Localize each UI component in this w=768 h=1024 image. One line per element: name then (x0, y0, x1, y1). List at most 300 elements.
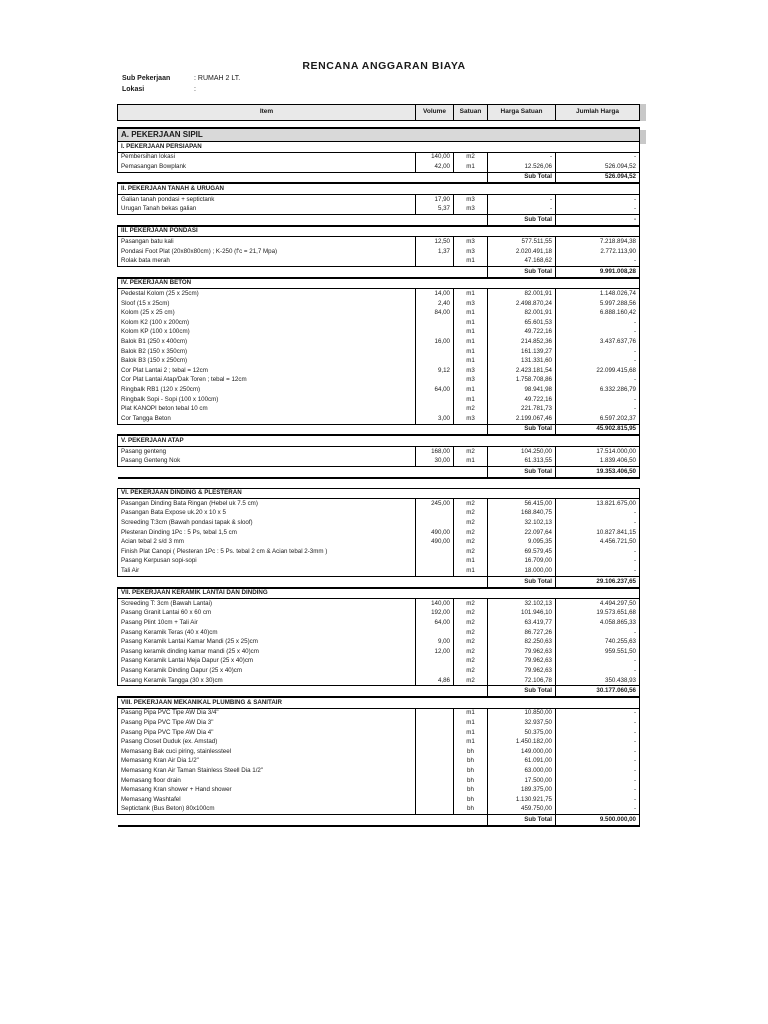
cell-satuan: m3 (454, 237, 488, 247)
table-row (118, 456, 640, 466)
cell-satuan: m3 (454, 194, 488, 204)
cell-harga-satuan: 17.500,00 (488, 776, 556, 786)
meta-label: Sub Pekerjaan (122, 75, 171, 82)
cell-jumlah-harga: 4.494.297,50 (556, 599, 640, 609)
cell-satuan: m2 (454, 666, 488, 676)
cell-jumlah-harga: - (556, 766, 640, 776)
section-title: III. PEKERJAAN PONDASI (118, 226, 640, 237)
table-row (118, 356, 640, 366)
cell-harga-satuan: 168.840,75 (488, 509, 556, 519)
cell-jumlah-harga: 526.094,52 (556, 162, 640, 172)
cell-harga-satuan: 2.199.067,46 (488, 414, 556, 424)
cell-volume: 192,00 (416, 609, 454, 619)
table-row (118, 538, 640, 548)
cell-volume: 4,86 (416, 676, 454, 686)
cell-item: Balok B3 (150 x 250cm) (118, 356, 416, 366)
cell-volume: 3,00 (416, 414, 454, 424)
cell-satuan: bh (454, 757, 488, 767)
cell-jumlah-harga: - (556, 152, 640, 162)
cell-jumlah-harga: 5.997.288,56 (556, 299, 640, 309)
cell-satuan: m3 (454, 414, 488, 424)
cell-jumlah-harga: 350.438,93 (556, 676, 640, 686)
cell-satuan: m1 (454, 737, 488, 747)
cell-harga-satuan: 63.419,77 (488, 618, 556, 628)
cell-harga-satuan: 56.415,00 (488, 499, 556, 509)
cell-jumlah-harga: - (556, 776, 640, 786)
subtotal-label: Sub Total (488, 172, 556, 183)
cell-item: Memasang Washtafel (118, 795, 416, 805)
cell-item: Memasang Bak cuci piring, stainlessteel (118, 747, 416, 757)
cell-jumlah-harga: - (556, 718, 640, 728)
cell-volume (416, 666, 454, 676)
cell-harga-satuan: 9.095,35 (488, 538, 556, 548)
subtotal-value: 9.991.008,28 (556, 267, 640, 278)
cell-volume: 12,50 (416, 237, 454, 247)
cell-harga-satuan: 63.000,00 (488, 766, 556, 776)
cell-jumlah-harga: - (556, 566, 640, 576)
cell-item: Plesteran Dinding 1Pc : 5 Ps, tebal 1,5 cm (118, 528, 416, 538)
cell-satuan: m2 (454, 404, 488, 414)
cell-satuan: m1 (454, 162, 488, 172)
table-row (118, 547, 640, 557)
cell-item: Pasang Keramik Lantai Meja Dapur (25 x 40)cm (118, 657, 416, 667)
subtotal-label: Sub Total (488, 815, 556, 826)
cell-volume (416, 805, 454, 815)
cell-jumlah-harga: - (556, 194, 640, 204)
cell-item: Rolak bata merah (118, 257, 416, 267)
sheet-edge-shade (640, 104, 646, 121)
cell-jumlah-harga: 3.437.637,76 (556, 337, 640, 347)
division-title: A. PEKERJAAN SIPIL (118, 128, 640, 142)
cell-jumlah-harga: - (556, 785, 640, 795)
cell-satuan: m1 (454, 257, 488, 267)
cell-item: Ringbalk RB1 (120 x 250cm) (118, 385, 416, 395)
subtotal-value: 30.177.060,56 (556, 686, 640, 697)
cell-harga-satuan: 1.758.708,86 (488, 376, 556, 386)
cell-harga-satuan: 149.000,00 (488, 747, 556, 757)
subtotal-row (118, 172, 640, 183)
cell-item: Balok B1 (250 x 400cm) (118, 337, 416, 347)
cell-harga-satuan: 22.097,64 (488, 528, 556, 538)
table-row (118, 499, 640, 509)
cell-item: Pasang keramik dinding kamar mandi (25 x 40)cm (118, 647, 416, 657)
cell-item: Memasang floor drain (118, 776, 416, 786)
cell-harga-satuan: 2.498.870,24 (488, 299, 556, 309)
subtotal-row (118, 467, 640, 478)
page-title: RENCANA ANGGARAN BIAYA (302, 60, 466, 72)
cell-jumlah-harga: - (556, 376, 640, 386)
cell-satuan: m2 (454, 547, 488, 557)
subtotal-value: 29.106.237,65 (556, 576, 640, 587)
table-row (118, 566, 640, 576)
cell-item: Pasang Pipa PVC Tipe AW Dia 4" (118, 728, 416, 738)
cell-item: Pasang Keramik Tangga (30 x 30)cm (118, 676, 416, 686)
cell-harga-satuan: 82.001,91 (488, 309, 556, 319)
table-row (118, 728, 640, 738)
table-row (118, 747, 640, 757)
meta-value: : (194, 86, 196, 93)
subtotal-row (118, 686, 640, 697)
table-row (118, 718, 640, 728)
cell-harga-satuan: 2.020.491,18 (488, 247, 556, 257)
subtotal-value: 19.353.406,50 (556, 467, 640, 478)
cell-volume: 12,00 (416, 647, 454, 657)
meta-label: Lokasi (122, 86, 145, 93)
cell-item: Pasang Granit Lantai 60 x 60 cm (118, 609, 416, 619)
cell-item: Cor Plat Lantai Atap/Dak Toren ; tebal = 12cm (118, 376, 416, 386)
cell-item: Memasang Kran shower + Hand shower (118, 785, 416, 795)
cell-volume (416, 395, 454, 405)
subtotal-label: Sub Total (488, 686, 556, 697)
cell-satuan: m1 (454, 289, 488, 299)
cell-jumlah-harga: 959.551,50 (556, 647, 640, 657)
cell-jumlah-harga: - (556, 557, 640, 567)
cell-jumlah-harga: - (556, 509, 640, 519)
cell-volume: 5,37 (416, 205, 454, 215)
cell-item: Acian tebal 2 s/d 3 mm (118, 538, 416, 548)
table-row (118, 414, 640, 424)
cell-harga-satuan: 10.850,00 (488, 708, 556, 718)
cell-satuan: m1 (454, 718, 488, 728)
table-row (118, 162, 640, 172)
cell-satuan: m2 (454, 446, 488, 456)
cell-volume: 9,12 (416, 366, 454, 376)
cell-jumlah-harga: 4.456.721,50 (556, 538, 640, 548)
cell-item: Pondasi Foot Plat (20x80x80cm) ; K-250 (f'c = 21,7 Mpa) (118, 247, 416, 257)
table-row (118, 618, 640, 628)
cell-harga-satuan: 98.941,98 (488, 385, 556, 395)
cell-jumlah-harga: 7.218.894,38 (556, 237, 640, 247)
cell-satuan: m1 (454, 728, 488, 738)
cell-harga-satuan: 16.709,00 (488, 557, 556, 567)
cell-harga-satuan: 221.781,73 (488, 404, 556, 414)
cell-jumlah-harga: 10.827.841,15 (556, 528, 640, 538)
cell-item: Pasang Pipa PVC Tipe AW Dia 3/4" (118, 708, 416, 718)
cell-volume: 140,00 (416, 599, 454, 609)
cell-jumlah-harga: 22.099.415,68 (556, 366, 640, 376)
cell-satuan: m3 (454, 247, 488, 257)
cell-harga-satuan: 18.000,00 (488, 566, 556, 576)
cell-harga-satuan: 61.091,00 (488, 757, 556, 767)
section-header-row (118, 697, 640, 708)
cell-jumlah-harga: - (556, 328, 640, 338)
cell-volume (416, 747, 454, 757)
cell-item: Septictank (Bus Beton) 80x100cm (118, 805, 416, 815)
cell-satuan: m2 (454, 647, 488, 657)
table-header-row (118, 105, 640, 121)
cell-item: Balok B2 (150 x 350cm) (118, 347, 416, 357)
cell-jumlah-harga: - (556, 318, 640, 328)
table-row (118, 395, 640, 405)
cell-harga-satuan: 79.962,63 (488, 647, 556, 657)
subtotal-label: Sub Total (488, 467, 556, 478)
header-jumlah-harga: Jumlah Harga (556, 105, 640, 121)
table-row (118, 766, 640, 776)
cell-item: Pasang Pipa PVC Tipe AW Dia 3" (118, 718, 416, 728)
cell-harga-satuan: 104.250,00 (488, 446, 556, 456)
cell-item: Pasang genteng (118, 446, 416, 456)
cell-satuan: m1 (454, 566, 488, 576)
subtotal-value: 526.094,52 (556, 172, 640, 183)
cell-jumlah-harga: 4.058.865,33 (556, 618, 640, 628)
cell-jumlah-harga: 17.514.000,00 (556, 446, 640, 456)
table-row (118, 299, 640, 309)
cell-satuan: bh (454, 795, 488, 805)
cell-jumlah-harga: - (556, 666, 640, 676)
cell-jumlah-harga: - (556, 518, 640, 528)
cell-satuan: bh (454, 805, 488, 815)
cell-volume: 9,00 (416, 638, 454, 648)
section-header-row (118, 183, 640, 194)
subtotal-label: Sub Total (488, 267, 556, 278)
cell-jumlah-harga: - (556, 347, 640, 357)
cell-volume: 30,00 (416, 456, 454, 466)
table-row (118, 708, 640, 718)
cell-satuan: m3 (454, 376, 488, 386)
meta-lokasi (122, 86, 196, 93)
cell-jumlah-harga: - (556, 547, 640, 557)
cell-harga-satuan: - (488, 194, 556, 204)
header-satuan: Satuan (454, 105, 488, 121)
cell-item: Cor Plat Lantai 2 ; tebal = 12cm (118, 366, 416, 376)
cell-item: Pasang Keramik Teras (40 x 40)cm (118, 628, 416, 638)
cell-volume (416, 718, 454, 728)
cell-satuan: m1 (454, 309, 488, 319)
table-row (118, 376, 640, 386)
cell-jumlah-harga: 13.821.675,00 (556, 499, 640, 509)
table-row (118, 237, 640, 247)
rab-table-container (117, 104, 639, 872)
cell-harga-satuan: 214.852,36 (488, 337, 556, 347)
cell-item: Pasangan batu kali (118, 237, 416, 247)
meta-value: : RUMAH 2 LT. (194, 75, 241, 82)
cell-harga-satuan: 69.579,45 (488, 547, 556, 557)
cell-satuan: m1 (454, 337, 488, 347)
table-row (118, 257, 640, 267)
subtotal-label: Sub Total (488, 576, 556, 587)
cell-jumlah-harga: 6.332.286,79 (556, 385, 640, 395)
cell-item: Sloof (15 x 25cm) (118, 299, 416, 309)
division-row (118, 128, 640, 142)
cell-satuan: m2 (454, 618, 488, 628)
cell-item: Tali Air (118, 566, 416, 576)
cell-satuan: m3 (454, 366, 488, 376)
cell-satuan: m1 (454, 356, 488, 366)
cell-satuan: bh (454, 785, 488, 795)
cell-volume (416, 547, 454, 557)
cell-harga-satuan: - (488, 152, 556, 162)
table-row (118, 289, 640, 299)
cell-jumlah-harga: 19.573.651,68 (556, 609, 640, 619)
cell-item: Cor Tangga Beton (118, 414, 416, 424)
cell-volume (416, 785, 454, 795)
table-row (118, 328, 640, 338)
cell-volume (416, 766, 454, 776)
cell-harga-satuan: 32.102,13 (488, 518, 556, 528)
cell-item: Pasang Keramik Dinding Dapur (25 x 40)cm (118, 666, 416, 676)
section-title: VII. PEKERJAAN KERAMIK LANTAI DAN DINDING (118, 588, 640, 599)
cell-jumlah-harga: - (556, 747, 640, 757)
cell-satuan: m2 (454, 518, 488, 528)
cell-volume (416, 518, 454, 528)
cell-jumlah-harga: 6.597.202,37 (556, 414, 640, 424)
spacer-row (118, 121, 640, 129)
header-harga-satuan: Harga Satuan (488, 105, 556, 121)
cell-item: Screeding T: 3cm (Bawah Lantai) (118, 599, 416, 609)
table-row (118, 318, 640, 328)
table-row (118, 676, 640, 686)
subtotal-value: 45.902.815,95 (556, 424, 640, 435)
cell-harga-satuan: 72.106,78 (488, 676, 556, 686)
cell-harga-satuan: - (488, 205, 556, 215)
cell-jumlah-harga: - (556, 728, 640, 738)
cell-volume (416, 728, 454, 738)
cell-jumlah-harga: - (556, 356, 640, 366)
cell-volume: 17,90 (416, 194, 454, 204)
cell-volume: 168,00 (416, 446, 454, 456)
table-row (118, 385, 640, 395)
section-title: V. PEKERJAAN ATAP (118, 435, 640, 446)
cell-item: Pasang Closet Duduk (ex. Amstad) (118, 737, 416, 747)
table-row (118, 805, 640, 815)
cell-volume (416, 795, 454, 805)
cell-volume: 1,37 (416, 247, 454, 257)
header-volume: Volume (416, 105, 454, 121)
cell-satuan: m2 (454, 676, 488, 686)
cell-volume (416, 566, 454, 576)
cell-satuan: m1 (454, 385, 488, 395)
cell-harga-satuan: 82.250,63 (488, 638, 556, 648)
cell-harga-satuan: 79.962,63 (488, 666, 556, 676)
cell-jumlah-harga: 1.148.026,74 (556, 289, 640, 299)
cell-satuan: bh (454, 776, 488, 786)
spacer-row (118, 478, 640, 489)
cell-volume: 64,00 (416, 618, 454, 628)
subtotal-label: Sub Total (488, 215, 556, 226)
section-title: IV. PEKERJAAN BETON (118, 278, 640, 289)
cell-harga-satuan: 101.946,10 (488, 609, 556, 619)
cell-volume (416, 509, 454, 519)
cell-harga-satuan: 32.102,13 (488, 599, 556, 609)
table-row (118, 647, 640, 657)
cell-satuan: m3 (454, 205, 488, 215)
cell-jumlah-harga: - (556, 795, 640, 805)
table-row (118, 366, 640, 376)
section-header-row (118, 435, 640, 446)
subtotal-row (118, 576, 640, 587)
cell-volume: 16,00 (416, 337, 454, 347)
cell-item: Kolom (25 x 25 cm) (118, 309, 416, 319)
header-item: Item (118, 105, 416, 121)
cell-satuan: m2 (454, 628, 488, 638)
table-row (118, 446, 640, 456)
table-row (118, 152, 640, 162)
cell-item: Pemasangan Bowplank (118, 162, 416, 172)
cell-volume: 245,00 (416, 499, 454, 509)
table-row (118, 628, 640, 638)
cell-jumlah-harga: - (556, 737, 640, 747)
table-row (118, 528, 640, 538)
subtotal-label: Sub Total (488, 424, 556, 435)
cell-item: Kolom K2 (100 x 200cm) (118, 318, 416, 328)
cell-harga-satuan: 49.722,16 (488, 328, 556, 338)
cell-satuan: m2 (454, 152, 488, 162)
cell-harga-satuan: 1.450.182,00 (488, 737, 556, 747)
cell-volume (416, 318, 454, 328)
cell-volume (416, 657, 454, 667)
cell-jumlah-harga: 6.888.160,42 (556, 309, 640, 319)
cell-harga-satuan: 49.722,16 (488, 395, 556, 405)
subtotal-value: 9.500.000,00 (556, 815, 640, 826)
cell-volume: 84,00 (416, 309, 454, 319)
cell-volume (416, 737, 454, 747)
table-row (118, 205, 640, 215)
rab-table (117, 104, 640, 827)
table-row (118, 247, 640, 257)
cell-volume: 490,00 (416, 538, 454, 548)
table-row (118, 776, 640, 786)
cell-harga-satuan: 32.937,50 (488, 718, 556, 728)
cell-item: Galian tanah pondasi + septictank (118, 194, 416, 204)
cell-harga-satuan: 577.511,55 (488, 237, 556, 247)
cell-harga-satuan: 65.601,53 (488, 318, 556, 328)
cell-jumlah-harga: - (556, 628, 640, 638)
table-row (118, 785, 640, 795)
cell-item: Pasang Kerpusan sopi-sopi (118, 557, 416, 567)
table-row (118, 666, 640, 676)
cell-volume (416, 257, 454, 267)
cell-harga-satuan: 1.130.921,75 (488, 795, 556, 805)
cell-satuan: bh (454, 766, 488, 776)
cell-jumlah-harga: - (556, 657, 640, 667)
cell-satuan: m2 (454, 499, 488, 509)
cell-satuan: m2 (454, 657, 488, 667)
cell-volume (416, 628, 454, 638)
cell-volume (416, 376, 454, 386)
cell-volume (416, 328, 454, 338)
cell-harga-satuan: 50.375,00 (488, 728, 556, 738)
cell-volume (416, 757, 454, 767)
cell-satuan: m2 (454, 528, 488, 538)
cell-item: Pasangan Bata Expose uk.20 x 10 x 5 (118, 509, 416, 519)
table-row (118, 309, 640, 319)
cell-satuan: m2 (454, 638, 488, 648)
cell-item: Memasang Kran Air Dia 1/2" (118, 757, 416, 767)
cell-item: Finish Plat Canopi ( Plesteran 1Pc : 5 Ps. tebal 2 cm & Acian tebal 2-3mm ) (118, 547, 416, 557)
cell-jumlah-harga: - (556, 757, 640, 767)
cell-harga-satuan: 86.727,26 (488, 628, 556, 638)
table-row (118, 638, 640, 648)
cell-volume: 490,00 (416, 528, 454, 538)
table-row (118, 599, 640, 609)
section-header-row (118, 488, 640, 499)
cell-satuan: bh (454, 747, 488, 757)
cell-jumlah-harga: - (556, 257, 640, 267)
cell-satuan: m1 (454, 456, 488, 466)
cell-satuan: m1 (454, 318, 488, 328)
table-row (118, 657, 640, 667)
cell-harga-satuan: 131.331,60 (488, 356, 556, 366)
cell-volume: 14,00 (416, 289, 454, 299)
table-row (118, 347, 640, 357)
section-title: I. PEKERJAAN PERSIAPAN (118, 142, 640, 153)
cell-item: Pedestal Kolom (25 x 25cm) (118, 289, 416, 299)
cell-jumlah-harga: - (556, 805, 640, 815)
section-title: VI. PEKERJAAN DINDING & PLESTERAN (118, 488, 640, 499)
section-title: VIII. PEKERJAAN MEKANIKAL PLUMBING & SANITAIR (118, 697, 640, 708)
cell-satuan: m1 (454, 708, 488, 718)
table-row (118, 795, 640, 805)
